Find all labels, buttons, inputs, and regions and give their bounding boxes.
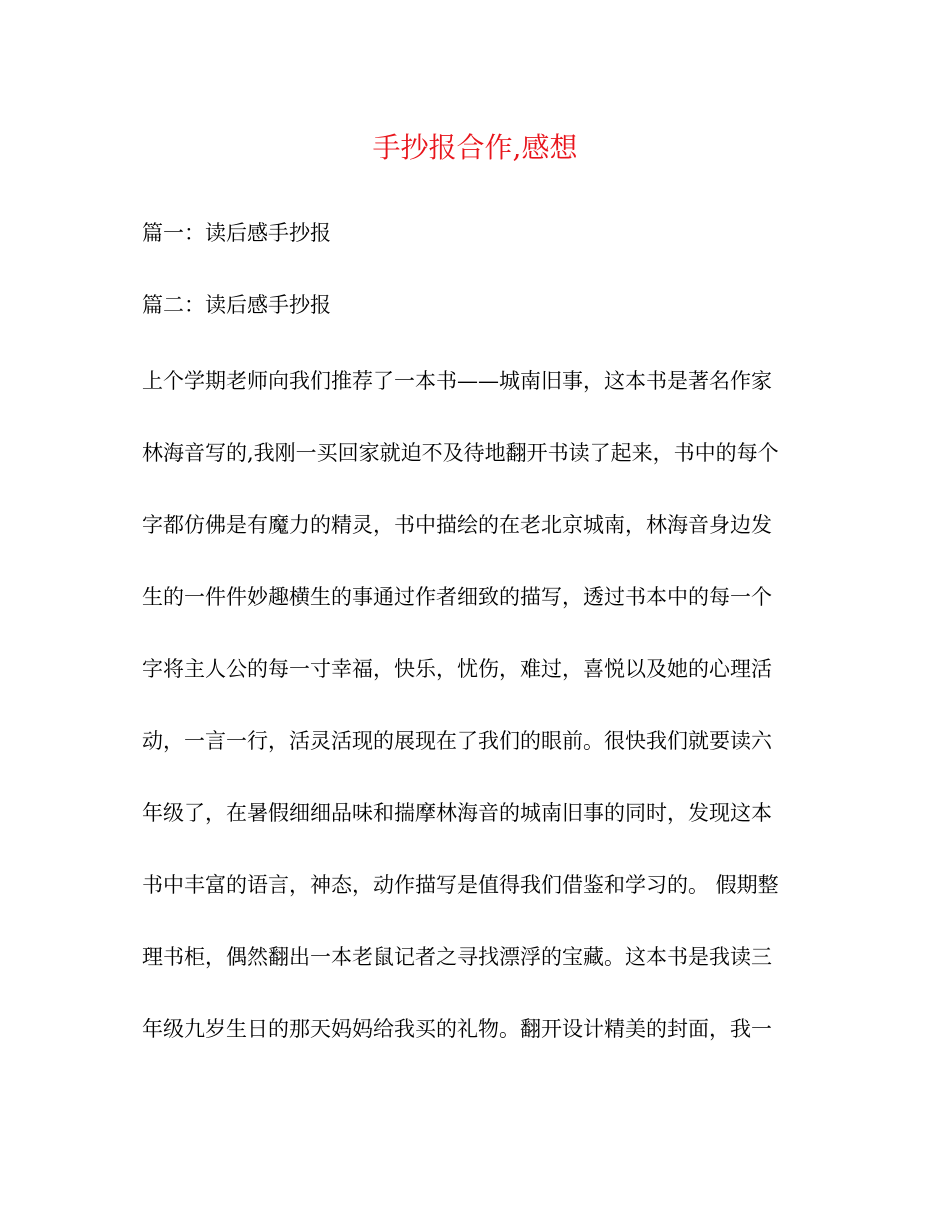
body-line: 字都仿佛是有魔力的精灵，书中描绘的在老北京城南，林海音身边发: [142, 513, 772, 537]
body-line: 理书柜，偶然翻出一本老鼠记者之寻找漂浮的宝藏。这本书是我读三: [142, 945, 772, 969]
body-line: 生的一件件妙趣横生的事通过作者细致的描写，透过书本中的每一个: [142, 585, 772, 609]
section-heading-1: 篇一：读后感手抄报: [142, 221, 331, 245]
body-line: 年级了，在暑假细细品味和揣摩林海音的城南旧事的同时，发现这本: [142, 801, 772, 825]
body-line: 字将主人公的每一寸幸福，快乐，忧伤，难过，喜悦以及她的心理活: [142, 657, 772, 681]
body-line: 林海音写的,我刚一买回家就迫不及待地翻开书读了起来，书中的每个: [142, 441, 779, 465]
body-line: 上个学期老师向我们推荐了一本书——城南旧事，这本书是著名作家: [142, 369, 772, 393]
section-heading-2: 篇二：读后感手抄报: [142, 293, 331, 317]
body-line: 书中丰富的语言，神态，动作描写是值得我们借鉴和学习的。 假期整: [142, 873, 779, 897]
body-line: 动，一言一行，活灵活现的展现在了我们的眼前。很快我们就要读六: [142, 729, 772, 753]
body-line: 年级九岁生日的那天妈妈给我买的礼物。翻开设计精美的封面，我一: [142, 1017, 772, 1041]
document-title: 手抄报合作,感想: [372, 131, 578, 164]
